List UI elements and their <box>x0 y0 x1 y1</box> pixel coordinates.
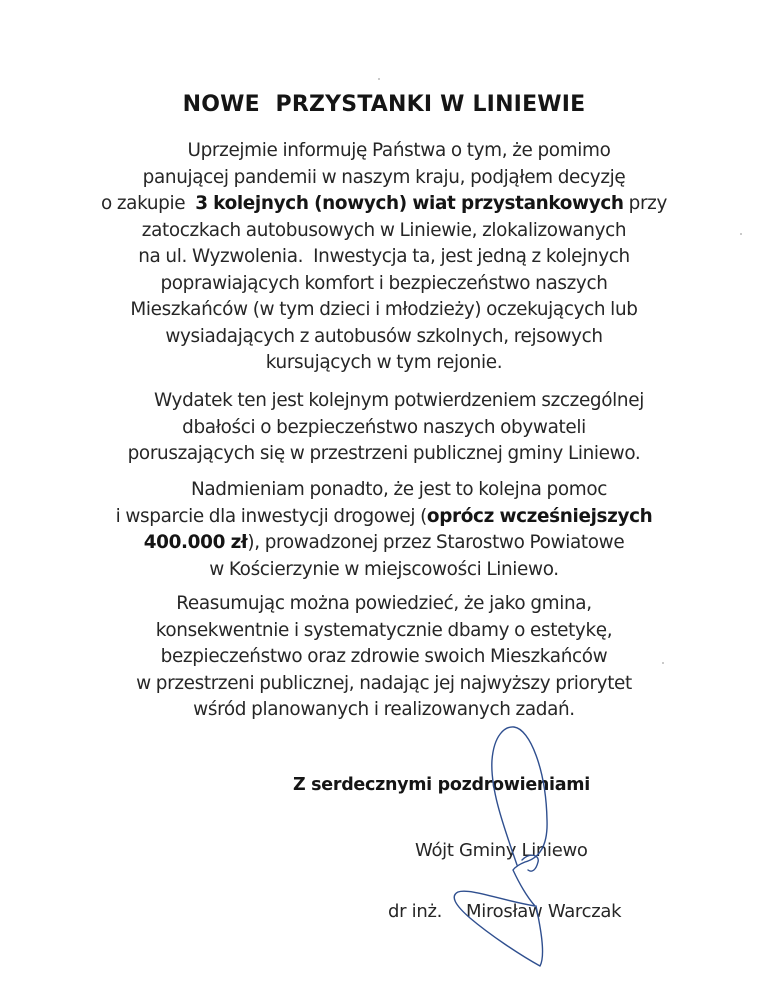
text-line <box>0 388 768 415</box>
text-run: wśród planowanych i realizowanych zadań. <box>193 699 575 720</box>
paragraph-4 <box>0 591 768 724</box>
text-run: zatoczkach autobusowych w Liniewie, zlokalizowanych <box>141 219 627 241</box>
text-line <box>0 415 768 442</box>
text-line <box>0 591 768 618</box>
signatory-name: Mirosław Warczak <box>466 901 622 922</box>
text-run: i wsparcie dla inwestycji drogowej ( <box>115 505 427 527</box>
text-line <box>0 530 768 557</box>
bold-text: 400.000 zł <box>143 532 248 553</box>
text-run: Reasumując można powiedzieć, że jako gmina, <box>176 593 592 614</box>
text-line <box>0 644 768 671</box>
text-line <box>0 324 768 351</box>
text-run: bezpieczeństwo oraz zdrowie swoich Mieszkańców <box>160 646 608 667</box>
scan-speck <box>740 233 742 235</box>
signatory-role: Wójt Gminy Liniewo <box>415 840 588 861</box>
text-run: na ul. Wyzwolenia. Inwestycja ta, jest jedną z kolejnych <box>138 246 630 267</box>
paragraph-1 <box>0 138 768 377</box>
text-line <box>0 350 768 377</box>
signatory-name-row <box>388 901 621 922</box>
text-run: poprawiających komfort i bezpieczeństwo naszych <box>160 272 608 294</box>
text-line <box>0 441 768 468</box>
text-line <box>0 504 768 531</box>
bold-text: 3 kolejnych (nowych) wiat przystankowych <box>195 193 624 214</box>
text-run: o zakupie <box>100 193 196 214</box>
text-line <box>0 557 768 584</box>
signatory-degree: dr inż. <box>388 901 443 922</box>
text-line <box>0 191 768 218</box>
text-line <box>0 138 768 165</box>
document-title: NOWE PRZYSTANKI W LINIEWIE <box>182 92 586 117</box>
text-run: wysiadających z autobusów szkolnych, rejsowych <box>165 325 603 347</box>
bold-text: oprócz wcześniejszych <box>426 505 653 527</box>
closing-greeting: Z serdecznymi pozdrowieniami <box>293 775 590 795</box>
text-line <box>0 218 768 245</box>
text-run: Nadmieniam ponadto, że jest to kolejna pomoc <box>160 479 608 500</box>
text-line <box>0 697 768 724</box>
text-line <box>0 618 768 645</box>
text-run: Uprzejmie informuję Państwa o tym, że pomimo <box>157 140 611 161</box>
text-line <box>0 165 768 192</box>
text-line <box>0 671 768 698</box>
scan-speck <box>378 78 380 80</box>
text-line <box>0 271 768 298</box>
paragraph-2 <box>0 388 768 468</box>
text-run: ), prowadzonej przez Starostwo Powiatowe <box>247 532 625 553</box>
text-run: Mieszkańców (w tym dzieci i młodzieży) oczekujących lub <box>130 299 638 320</box>
text-run: w Kościerzynie w miejscowości Liniewo. <box>209 558 559 580</box>
text-line <box>0 297 768 324</box>
scan-speck <box>662 662 664 664</box>
text-run: dbałości o bezpieczeństwo naszych obywateli <box>182 416 586 438</box>
text-line <box>0 244 768 271</box>
text-run: poruszających się w przestrzeni publicznej gminy Liniewo. <box>127 443 641 464</box>
paragraph-3 <box>0 477 768 583</box>
text-run: w przestrzeni publicznej, nadając jej najwyższy priorytet <box>136 672 632 694</box>
text-run: kursujących w tym rejonie. <box>265 352 503 373</box>
text-line <box>0 477 768 504</box>
text-run: konsekwentnie i systematycznie dbamy o estetykę, <box>155 619 613 641</box>
text-run: przy <box>623 193 668 214</box>
text-run: panującej pandemii w naszym kraju, podjąłem decyzję <box>142 166 626 188</box>
text-run: Wydatek ten jest kolejnym potwierdzeniem szczególnej <box>124 390 644 411</box>
